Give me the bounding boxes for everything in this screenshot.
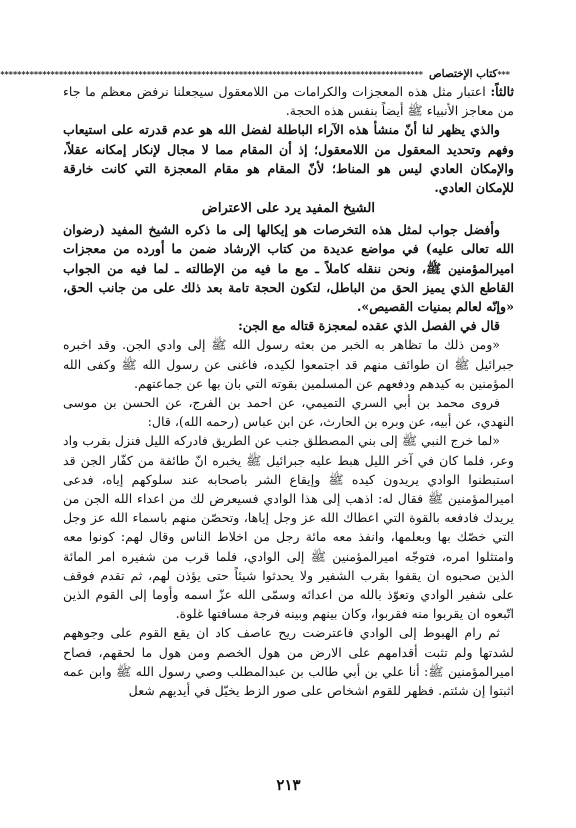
paragraph-3-lead: وأفضل جواب لمثل هذه التخرصات هو إيكالها إلى ما ذكره الشيخ المفيد (رضوان الله تعالى عليه) في مواضع عديدة من كتاب الإرشاد ضمن ما أورده من معجزات اميرالمؤمنين ﷺ، ونحن ننقله كاملاً ـ مع ما فيه من الإطالته ـ لما فيه من الجواب القاطع الذي يميز الحق من الباطل، لتكون الحجة تامة بعد ذلك على من جانب الحق، «وإنّه لعالم بمنيات القصيص». <box>63 222 514 315</box>
header-stars-rule: ***************************************************************************************************** <box>0 69 423 79</box>
paragraph-3 <box>63 220 514 316</box>
running-header <box>0 67 514 81</box>
paragraph-2 <box>63 120 514 197</box>
paragraph-5 <box>63 335 514 393</box>
paragraph-1 <box>63 82 514 120</box>
paragraph-4 <box>63 316 514 335</box>
paragraph-2-lead: والذي يظهر لنا أنّ منشأ هذه الآراء الباطلة لفضل الله هو عدم قدرته على استيعاب وفهم وتحديد المعقول من اللامعقول؛ إذ أن المقام مما لا مجال لإنكار إمكانه عقلاً، والإمكان العادي ليس هو المناط؛ لأنّ المقام هو مقام المعجزة التي كانت خارقة للإمكان العادي. <box>63 122 514 196</box>
section-heading: الشيخ المفيد يرد على الاعتراض <box>201 201 376 217</box>
header-book-title: كتاب الإختصاص <box>428 68 498 80</box>
paragraph-8-text: ثم رام الهبوط إلى الوادي فاعترضت ريح عاصف كاد ان يقع القوم على وجوههم لشدتها ولم تثبت أقدامهم على الارض من هول الخصم ومن هول ما لحقهم، فصاح اميرالمؤمنين ﷺ: أنا علي بن أبي طالب بن عبدالمطلب وصي رسول الله ﷺ وابن عمه اثبتوا إن شئتم. فظهر للقوم اشخاص على صور الزط يخيّل في أيديهم شعل <box>63 625 514 699</box>
page-number: ٢١٣ <box>276 776 301 794</box>
paragraph-6 <box>63 393 514 431</box>
paragraph-5-text: «ومن ذلك ما تظاهر به الخبر من بعثه رسول الله ﷺ إلى وادي الجن. وقد اخبره جبرائيل ﷺ ان طوائف منهم قد اجتمعوا لكيده، فاغنى عن رسول الله ﷺ وكفى الله المؤمنين به كيدهم ودفعهم عن المسلمين بقوته التي بان بها عن جماعتهم. <box>63 337 514 391</box>
body-text <box>63 82 514 700</box>
paragraph-1-lead: ثالثاً: <box>490 84 514 99</box>
paragraph-1-text: اعتبار مثل هذه المعجزات والكرامات من اللامعقول سيجعلنا نرفض معظم ما جاء من معاجز الأنبياء ﷺ أيضاً بنفس هذه الحجة. <box>63 84 514 119</box>
paragraph-7-text: «لما خرج النبي ﷺ إلى بني المصطلق جنب عن الطريق فادركه الليل فنزل بقرب واد وعر، فلما كان في آخر الليل هبط عليه جبرائيل ﷺ يخبره انّ طائفة من كفّار الجن قد استبطنوا الوادي يريدون كيده ﷺ وإيقاع الشر باصحابه عند سلوكهم إياه، فدعى اميرالمؤمنين ﷺ فقال له: اذهب إلى هذا الوادي فسيعرض لك من اعداء الله الجن من يريدك فادفعه بالقوة التي اعطاك الله عز وجل إياها، وتحصّن منهم باسماء الله عز وجل التي خصّك بها وبعلمها، وانفذ معه مائة رجل من اخلاط الناس وقال لهم: كونوا معه وامتثلوا امره، فتوجّه اميرالمؤمنين ﷺ إلى الوادي، فلما قرب من شفيره امر المائة الذين صحبوه ان يقفوا بقرب الشفير ولا يحدثوا شيئاً حتى يؤذن لهم، ثم تقدم فوقف على شفير الوادي وتعوّذ بالله من اعدائه وسمّى الله عزّ اسمه وأوما إلى القوم الذين اتّبعوه ان يقربوا منه فقربوا، وكان بينهم وبينه فرجة مسافتها غلوة. <box>63 433 514 622</box>
paragraph-8 <box>63 623 514 700</box>
book-page <box>1 0 576 828</box>
paragraph-6-text: فروى محمد بن أبي السري التميمي، عن احمد بن الفرج، عن الحسن بن موسى النهدي، عن أبيه، عن وبره بن الحارث، عن ابن عباس (رحمه الله)، قال: <box>63 395 514 430</box>
paragraph-4-lead: قال في الفصل الذي عقده لمعجزة قتاله مع الجن: <box>238 318 500 334</box>
paragraph-7 <box>63 431 514 623</box>
header-stars-end: *** <box>497 69 510 79</box>
